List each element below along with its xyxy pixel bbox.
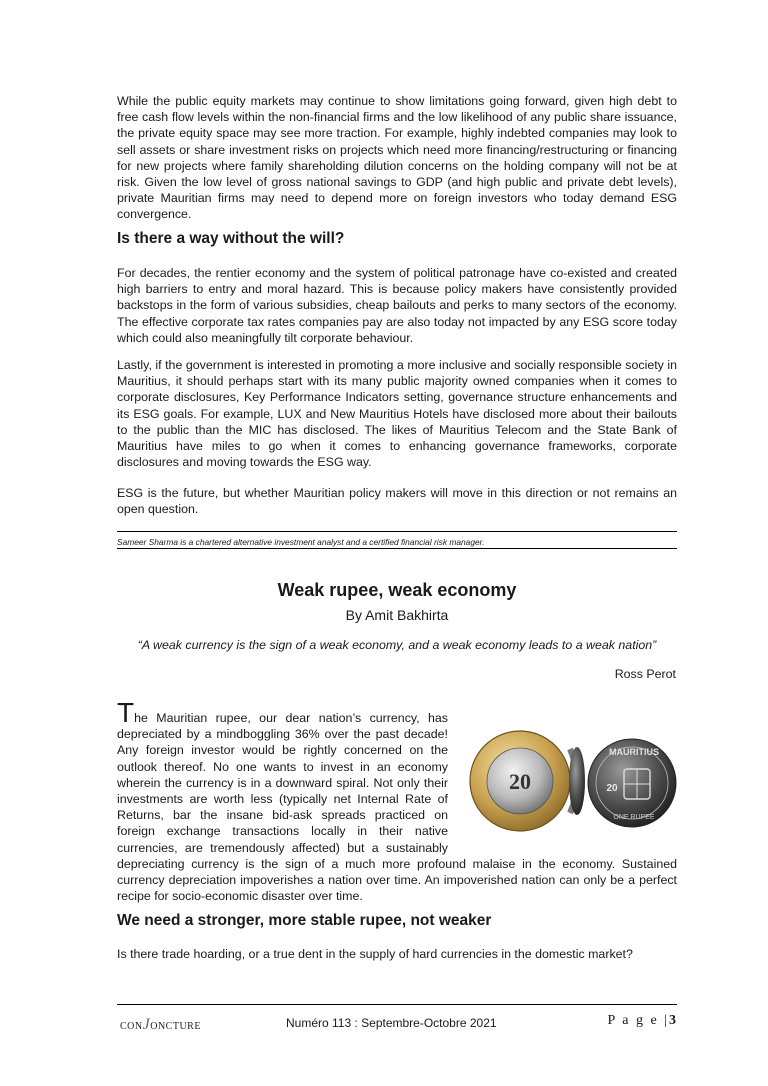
page-number-value: 3 <box>669 1013 676 1028</box>
page-label: P a g e <box>607 1013 659 1028</box>
quote-author: Ross Perot <box>614 667 676 681</box>
coin-back-bottom: ONE RUPEE <box>613 814 655 821</box>
article-title: Weak rupee, weak economy <box>277 580 517 600</box>
author-bio-divider-bottom <box>117 548 677 549</box>
author-bio: Sameer Sharma is a chartered alternative investment analyst and a certified financial risk manager. <box>117 537 485 547</box>
article-body-text: he Mauritian rupee, our dear nation’s currency, has depreciated by a mindboggling 36% over the past decade! Any foreign investor would be rightly concerned on the outlook thereof. No one wants to invest in an economy wherein the currency is in a downward spiral. Not only their investments are worth less (typically net Internal Rate of Returns, bar the insane bid-ask spreads practiced on foreign exchange transactions locally in their native currencies, are tremendously affected) but a sustainably depreciating currency is the sign of a much more profound malaise in the economy. Sustained currency depreciation impoverishes a nation over time. An impoverished nation can only be a perfect recipe for socio-economic disaster over time. <box>117 711 677 904</box>
coin-back-value: 20 <box>606 783 618 794</box>
conjoncture-logo: CONJONCTURE <box>120 1016 201 1033</box>
coin-front-value: 20 <box>509 769 531 794</box>
section-paragraph-2: Lastly, if the government is interested in promoting a more inclusive and socially responsible society in Mauritius, it should perhaps start with its many public majority owned companies when it comes to corporate disclosures, Key Performance Indicators setting, governance structure enhancements and its ESG goals. For example, LUX and New Mauritius Hotels have disclosed more about their bailouts to the public than the MIC has disclosed. The likes of Mauritius Telecom and the State Bank of Mauritius have miles to go when it comes to enhancing governance frameworks, corporate disclosures and moving towards the ESG way. <box>117 358 677 470</box>
article-body <box>117 697 677 904</box>
article-closing-paragraph: Is there trade hoarding, or a true dent in the supply of hard currencies in the domestic market? <box>117 947 633 961</box>
article-quote: “A weak currency is the sign of a weak economy, and a weak economy leads to a weak nation” <box>137 638 657 652</box>
article-subheading: We need a stronger, more stable rupee, not weaker <box>117 912 492 929</box>
drop-cap: T <box>117 697 135 728</box>
page-number <box>607 1013 676 1029</box>
rupee-coins-image <box>462 709 677 845</box>
article-byline: By Amit Bakhirta <box>345 607 449 623</box>
author-bio-divider <box>117 531 677 532</box>
intro-paragraph: While the public equity markets may continue to show limitations going forward, given high debt to free cash flow levels within the non-financial firms and the low likelihood of any public share issuance, the private equity space may see more traction. For example, highly indebted companies may look to sell assets or share investment risks on projects which need more financing/restructuring or financing for new projects where family shareholding dilution concerns on the holding company will not be at risk. Given the low level of gross national savings to GDP (and high public and private debt levels), private Mauritian firms may need to depend more on foreign investors who today demand ESG convergence. <box>117 94 677 222</box>
section-paragraph-1: For decades, the rentier economy and the system of political patronage have co-existed and created high barriers to entry and moral hazard. This is because policy makers have consistently provided backstops in the form of various subsidies, cheap bailouts and perks to many sectors of the economy. The effective corporate tax rates companies pay are also today not impacted by any ESG score today which could also meaningfully tilt corporate behaviour. <box>117 266 677 345</box>
section-paragraph-3: ESG is the future, but whether Mauritian policy makers will move in this direction or not remains an open question. <box>117 486 677 517</box>
footer-issue: Numéro 113 : Septembre-Octobre 2021 <box>286 1016 497 1030</box>
coin-back-legend: MAURITIUS <box>609 747 659 757</box>
footer-divider <box>117 1004 677 1005</box>
page-separator: | <box>664 1013 669 1028</box>
section-heading-will: Is there a way without the will? <box>117 230 345 247</box>
